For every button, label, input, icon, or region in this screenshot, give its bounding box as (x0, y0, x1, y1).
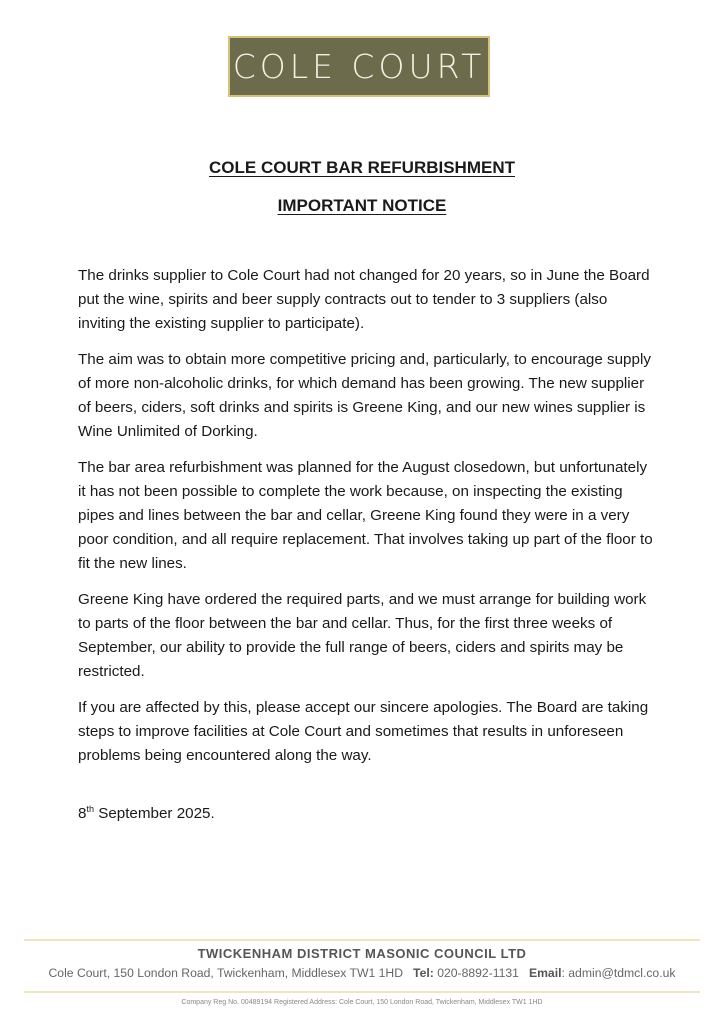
cole-court-logo (228, 36, 490, 97)
footer-organisation: TWICKENHAM DISTRICT MASONIC COUNCIL LTD (197, 946, 527, 961)
paragraph: Greene King have ordered the required parts, and we must arrange for building work to parts of the floor between the bar and cellar. Thus, for the first three weeks of September, our ability to provide the full range of beers, ciders and spirits may be restricted. (78, 591, 647, 680)
footer-divider-bottom (24, 991, 700, 993)
footer-registration: Company Reg No. 00489194 Registered Address: Cole Court, 150 London Road, Twickenham, Middlesex TW1 1HD (181, 999, 543, 1006)
footer-email-label: Email (528, 966, 562, 980)
notice-title: COLE COURT BAR REFURBISHMENT (209, 158, 515, 177)
footer-tel: 020-8892-1131 (437, 966, 519, 980)
paragraph: The aim was to obtain more competitive pricing and, particularly, to encourage supply of more non-alcoholic drinks, for which demand has been growing. The new supplier of beers, ciders, soft drinks and spirits is Greene King, and our new wines supplier is Wine Unlimited of Dorking. (78, 351, 651, 440)
notice-date (78, 804, 215, 822)
notice-body (78, 264, 658, 780)
paragraph: If you are affected by this, please accept our sincere apologies. The Board are taking steps to improve facilities at Cole Court and sometimes that results in unforeseen problems being encountered along the way. (78, 699, 649, 764)
footer-contact (0, 966, 724, 980)
footer-address: Cole Court, 150 London Road, Twickenham, Middlesex TW1 1HD (48, 966, 404, 980)
date-day: 8 (78, 805, 87, 823)
footer-divider-top (24, 939, 700, 941)
date-rest: September 2025. (93, 805, 215, 823)
notice-subtitle: IMPORTANT NOTICE (277, 196, 447, 215)
footer-email: : admin@tdmcl.co.uk (561, 966, 676, 980)
paragraph: The bar area refurbishment was planned for the August closedown, but unfortunately it has not been possible to complete the work because, on inspecting the existing pipes and lines between the bar and cellar, Greene King found they were in a very poor condition, and all require replacement. That involves taking up part of the floor to fit the new lines. (78, 459, 653, 572)
date-suffix: th (86, 804, 94, 814)
paragraph: The drinks supplier to Cole Court had not changed for 20 years, so in June the Board put the wine, spirits and beer supply contracts out to tender to 3 suppliers (also inviting the existing supplier to participate). (78, 267, 650, 332)
footer-tel-label: Tel: (413, 966, 434, 980)
logo-text: COLE COURT (232, 47, 486, 86)
